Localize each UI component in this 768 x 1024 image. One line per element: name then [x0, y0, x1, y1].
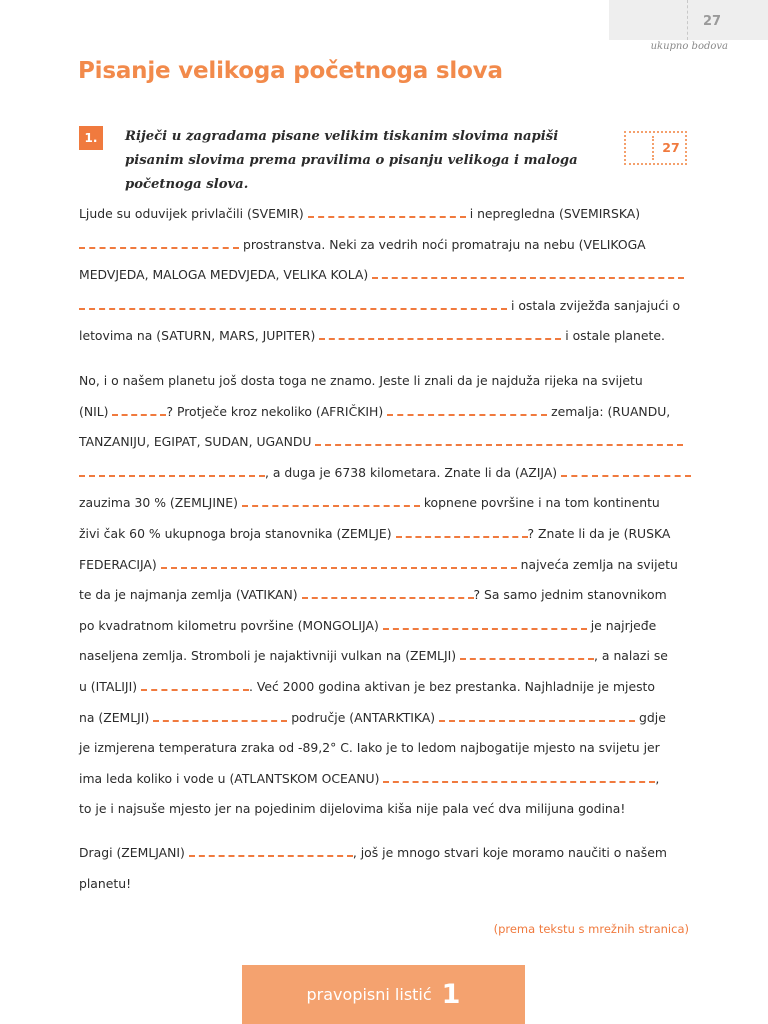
task-instruction: Riječi u zagradama pisane velikim tiskanim slovima napiši pisanim slovima prema pravilima o pisanju velikoga i maloga početnoga slova.	[125, 129, 578, 192]
paragraph-2	[79, 366, 691, 825]
blank-zemlji-2[interactable]	[153, 708, 287, 722]
blank-antarktika[interactable]	[439, 708, 635, 722]
text-segment: Ljude su oduvijek privlačili (SVEMIR)	[79, 206, 304, 221]
blank-atlantski-ocean[interactable]	[383, 769, 655, 783]
text-segment: prostranstva. Neki za vedrih noći promatraju na nebu (VELIKOGA	[242, 236, 646, 252]
blank-drzave-2[interactable]	[79, 463, 265, 477]
paragraph-1	[79, 199, 691, 352]
text-line	[79, 641, 691, 672]
text-segment: zemalja: (RUANDU,	[551, 403, 671, 419]
blank-zvijezdja-2[interactable]	[79, 296, 507, 310]
text-line	[79, 321, 691, 352]
source-note: (prema tekstu s mrežnih stranica)	[493, 922, 689, 936]
text-segment: (NIL)	[79, 403, 109, 419]
text-segment: te da je najmanja zemlja (VATIKAN)	[79, 587, 298, 603]
text-segment: na (ZEMLJI)	[79, 709, 150, 725]
text-segment: područje (ANTARKTIKA)	[291, 709, 436, 725]
blank-africkih[interactable]	[387, 402, 547, 416]
text-line	[79, 366, 691, 397]
blank-zvijezdja-1[interactable]	[372, 265, 684, 279]
text-segment: ima leda koliko i vode u (ATLANTSKOM OCEANU)	[79, 770, 380, 786]
task-points: 27	[662, 140, 680, 155]
text-segment: . Već 2000 godina aktivan je bez prestanka. Najhladnije je mjesto	[249, 678, 656, 694]
text-line	[79, 488, 691, 519]
text-segment: to je i najsuše mjesto jer na pojedinim dijelovima kiša nije pala već dva milijuna godina!	[79, 801, 626, 817]
text-segment: TANZANIJU, EGIPAT, SUDAN, UGANDU	[79, 434, 312, 450]
text-line	[79, 733, 691, 764]
text-segment: i ostala zviježđa sanjajući o	[510, 297, 681, 313]
text-segment: ? Protječe kroz nekoliko (AFRIČKIH)	[166, 403, 384, 419]
blank-zemljine[interactable]	[242, 493, 420, 507]
text-line	[79, 427, 691, 458]
text-segment: , a nalazi se	[594, 648, 668, 664]
text-line	[79, 291, 691, 322]
blank-zemlje[interactable]	[396, 524, 528, 538]
text-segment: gdje	[639, 709, 666, 725]
blank-mongolija[interactable]	[383, 616, 587, 630]
text-line	[79, 230, 691, 261]
text-line	[79, 703, 691, 734]
text-segment: zauzima 30 % (ZEMLJINE)	[79, 495, 238, 511]
text-segment: po kvadratnom kilometru površine (MONGOLIJA)	[79, 617, 379, 633]
blank-planeti[interactable]	[319, 326, 561, 340]
blank-ruska-federacija[interactable]	[161, 555, 517, 569]
footer-banner	[242, 965, 525, 1024]
score-divider	[687, 0, 688, 40]
points-divider	[652, 136, 654, 160]
text-segment: i nepregledna (SVEMIRSKA)	[469, 206, 641, 221]
blank-italiji[interactable]	[141, 677, 249, 691]
blank-drzave-1[interactable]	[315, 432, 683, 446]
text-segment: živi čak 60 % ukupnoga broja stanovnika (ZEMLJE)	[79, 525, 392, 541]
text-line	[79, 550, 691, 581]
text-line	[79, 764, 691, 795]
blank-azija[interactable]	[561, 463, 691, 477]
page-title: Pisanje velikoga početnoga slova	[78, 58, 503, 84]
text-segment: u (ITALIJI)	[79, 678, 138, 694]
text-segment: najveća zemlja na svijetu	[520, 556, 678, 572]
text-segment: i ostale planete.	[565, 328, 665, 344]
text-line	[79, 838, 691, 869]
text-segment: No, i o našem planetu još dosta toga ne znamo. Jeste li znali da je najduža rijeka na svijetu	[79, 373, 643, 388]
text-segment: je izmjerena temperatura zraka od -89,2° C. Iako je to ledom najbogatije mjesto na svijetu jer	[79, 740, 660, 756]
text-line	[79, 199, 691, 230]
text-line	[79, 794, 691, 825]
task-points-box	[624, 131, 687, 165]
score-caption: ukupno bodova	[650, 41, 728, 52]
text-line	[79, 611, 691, 642]
blank-zemlji-1[interactable]	[460, 646, 594, 660]
text-line	[79, 580, 691, 611]
text-segment: naseljena zemlja. Stromboli je najaktivniji vulkan na (ZEMLJI)	[79, 648, 457, 664]
text-segment: je najrjeđe	[590, 617, 657, 633]
text-segment: ,	[655, 770, 660, 786]
text-line	[79, 397, 691, 428]
text-segment: , a duga je 6738 kilometara. Znate li da (AZIJA)	[265, 464, 558, 480]
text-segment: letovima na (SATURN, MARS, JUPITER)	[79, 328, 316, 344]
paragraph-3	[79, 838, 691, 899]
text-line	[79, 519, 691, 550]
score-box	[609, 0, 768, 40]
text-segment: ? Sa samo jednim stanovnikom	[473, 587, 667, 603]
text-line	[79, 458, 691, 489]
blank-nil[interactable]	[112, 402, 166, 416]
text-line	[79, 869, 691, 900]
blank-vatikan[interactable]	[302, 585, 474, 599]
text-segment: MEDVJEDA, MALOGA MEDVJEDA, VELIKA KOLA)	[79, 267, 369, 283]
blank-zemljani[interactable]	[189, 843, 353, 857]
footer-number: 1	[441, 979, 461, 1010]
task-number: 1.	[79, 126, 103, 150]
text-segment: kopnene površine i na tom kontinentu	[423, 495, 660, 511]
text-segment: FEDERACIJA)	[79, 556, 157, 572]
text-line	[79, 672, 691, 703]
text-segment: , još je mnogo stvari koje moramo naučiti o našem	[352, 845, 667, 860]
text-segment: ? Znate li da je (RUSKA	[527, 525, 671, 541]
text-segment: Dragi (ZEMLJANI)	[79, 845, 185, 860]
text-line	[79, 260, 691, 291]
total-score: 27	[702, 14, 722, 29]
blank-svemir[interactable]	[308, 204, 466, 218]
blank-svemirska[interactable]	[79, 235, 239, 249]
text-segment: planetu!	[79, 875, 132, 891]
footer-label: pravopisni listić	[306, 985, 432, 1004]
